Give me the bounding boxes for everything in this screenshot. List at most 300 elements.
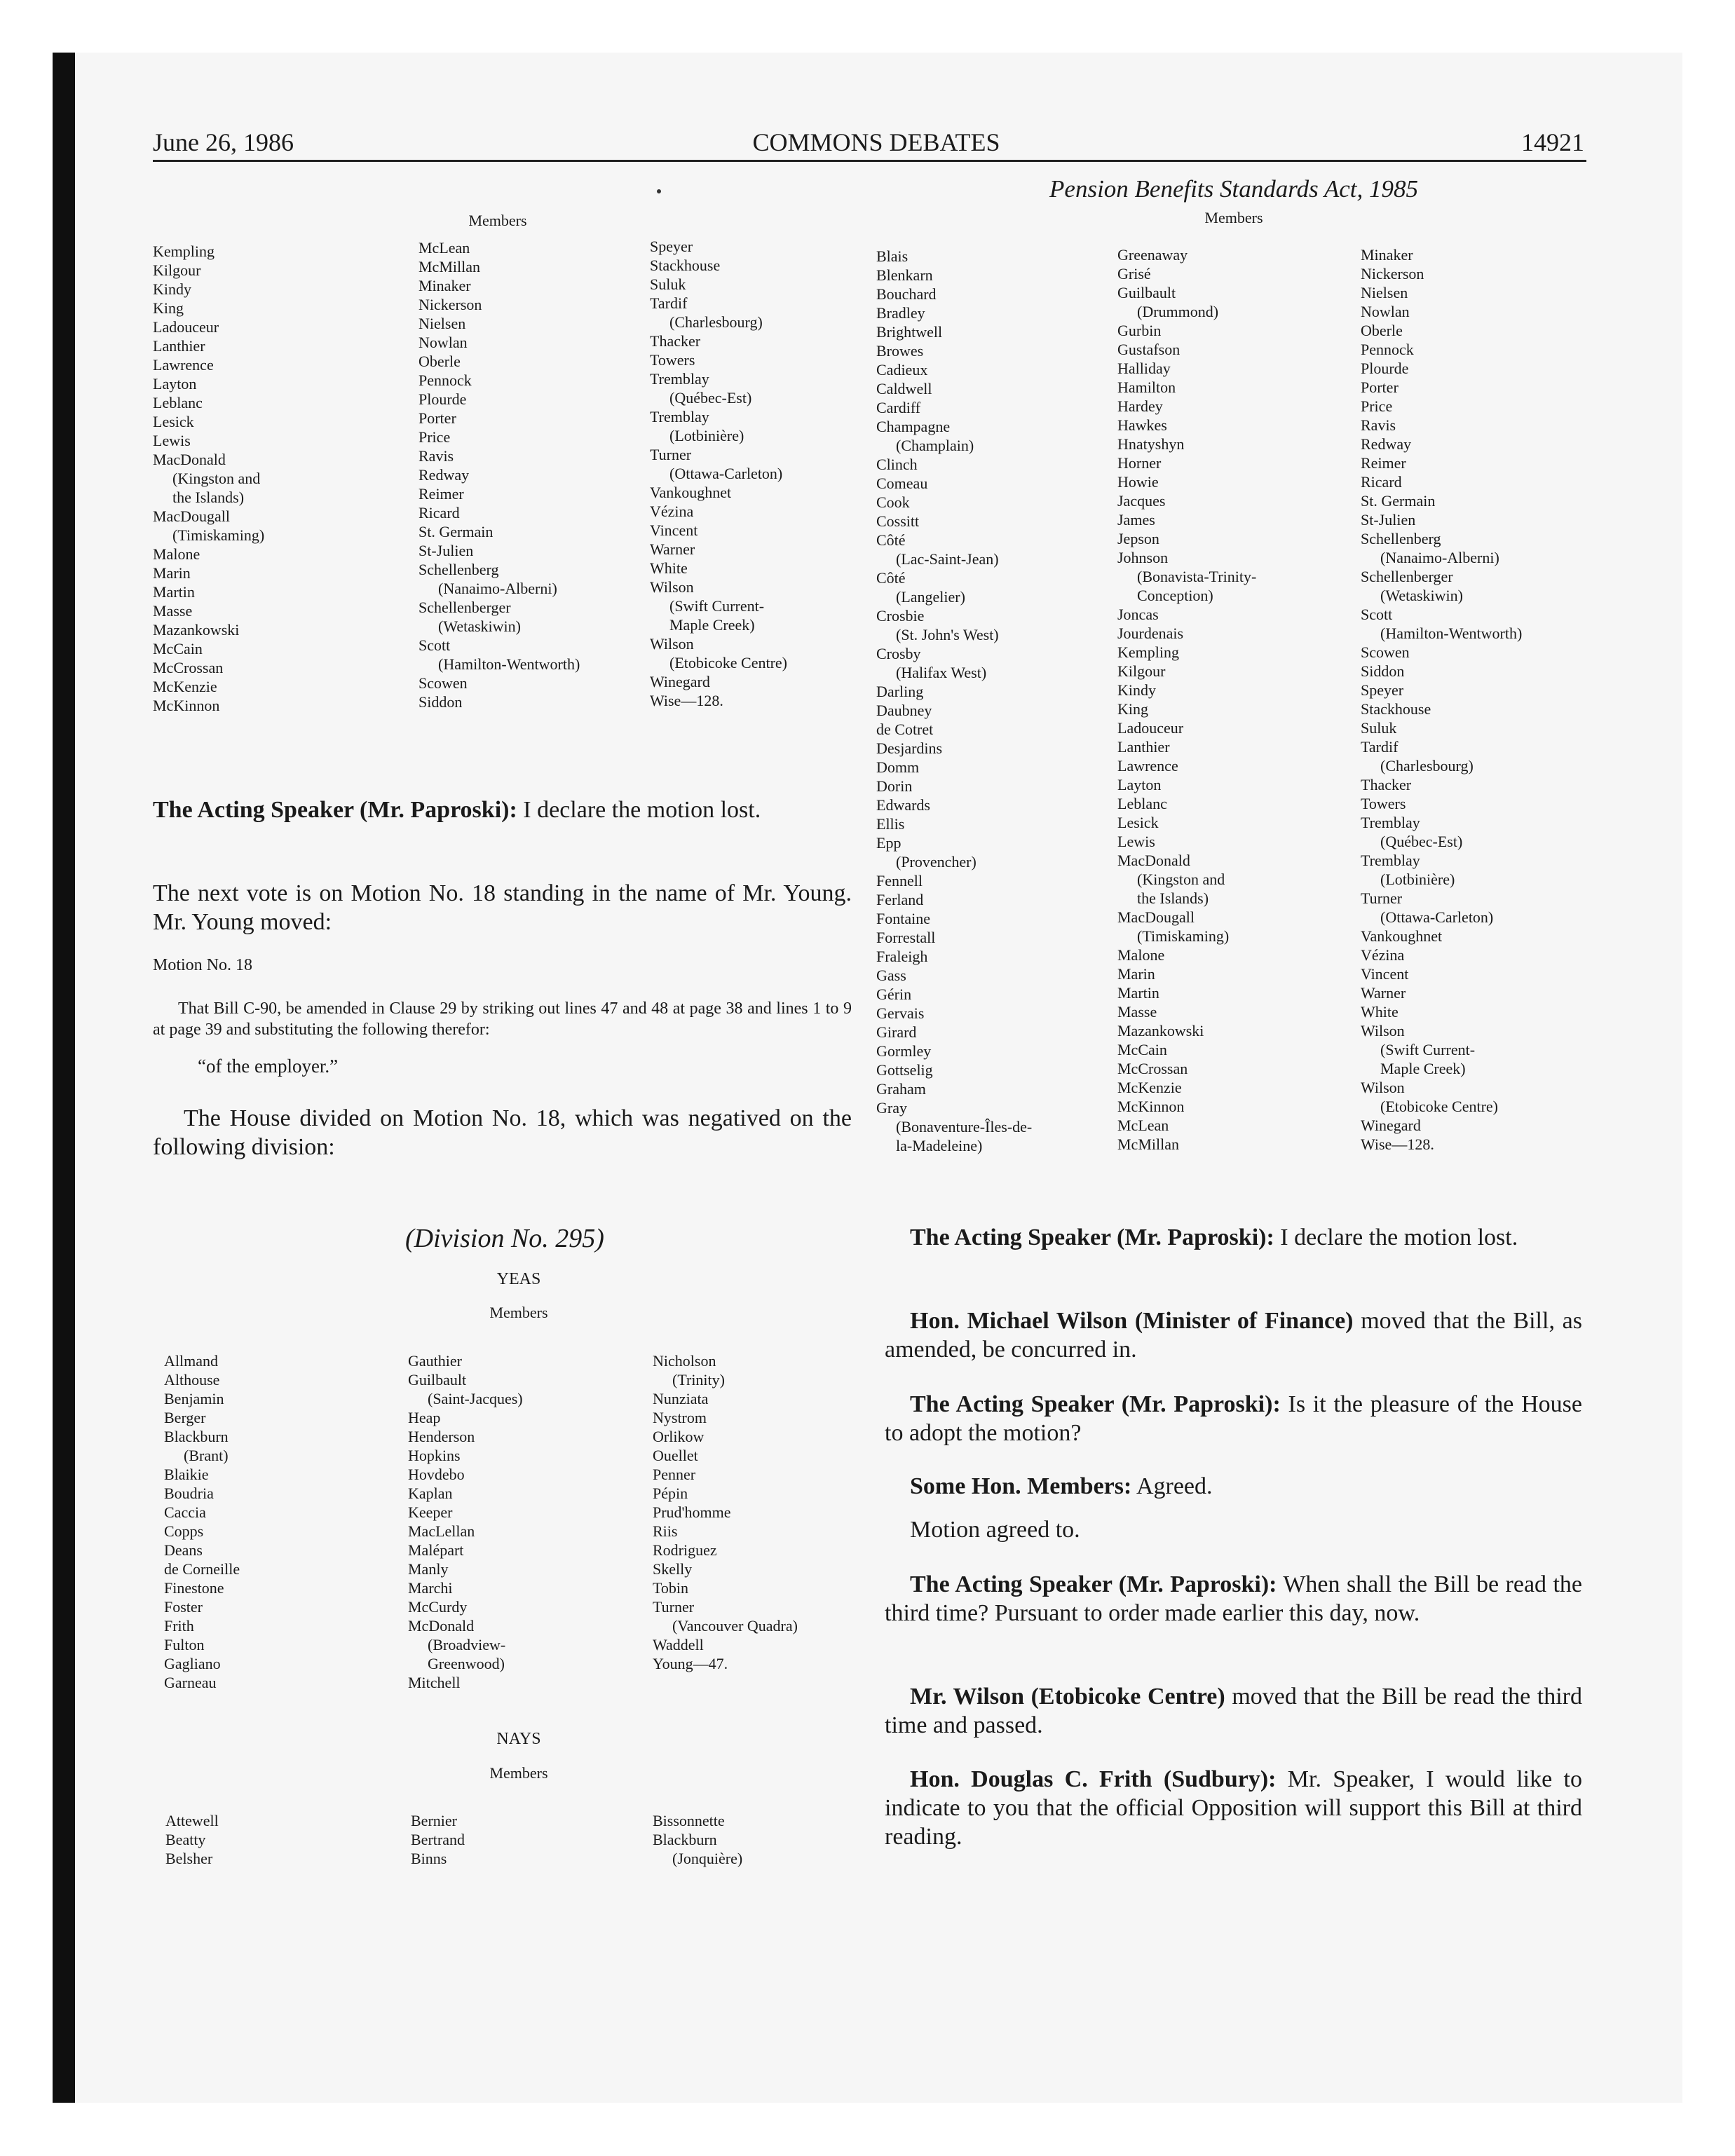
- member-name: Heap: [408, 1409, 441, 1426]
- speech-text: I declare the motion lost.: [517, 797, 761, 823]
- member-name: Gottselig: [876, 1061, 933, 1079]
- member-name: (Kingston and: [172, 470, 261, 487]
- member-name: Turner: [650, 446, 692, 463]
- member-name: Layton: [1117, 776, 1162, 793]
- member-name: Tremblay: [650, 370, 709, 388]
- speaker-name: Some Hon. Members:: [910, 1473, 1132, 1499]
- member-name: Hardey: [1117, 397, 1163, 415]
- member-name: Masse: [153, 602, 193, 620]
- member-name: Lesick: [153, 413, 194, 430]
- member-name: Hamilton: [1117, 378, 1176, 396]
- member-name: (Charlesbourg): [669, 313, 763, 331]
- member-name: Towers: [650, 351, 695, 369]
- member-name: Martin: [1117, 984, 1159, 1002]
- speech-text: I declare the motion lost.: [1274, 1224, 1518, 1250]
- member-name: McCrossan: [153, 659, 224, 676]
- member-name: Wise—128.: [1361, 1135, 1434, 1153]
- member-name: Attewell: [165, 1812, 219, 1829]
- member-name: Bissonnette: [653, 1812, 725, 1829]
- member-name: Binns: [411, 1850, 447, 1867]
- member-name: Ravis: [419, 447, 454, 465]
- members-heading: Members: [468, 212, 527, 229]
- member-name: Gormley: [876, 1042, 932, 1060]
- member-name: Gauthier: [408, 1352, 462, 1370]
- member-name: (Bonaventure-Îles-de-: [896, 1118, 1033, 1135]
- member-name: Wilson: [650, 578, 694, 596]
- member-name: Lesick: [1117, 814, 1159, 831]
- member-name: Vincent: [650, 521, 698, 539]
- member-name: (Swift Current-: [669, 597, 765, 615]
- member-name: Ricard: [1361, 473, 1402, 491]
- motion-label: Motion No. 18: [153, 956, 253, 974]
- member-name: Kilgour: [1117, 662, 1166, 680]
- member-name: Dorin: [876, 777, 913, 795]
- member-name: Crosby: [876, 645, 921, 662]
- member-name: Kilgour: [153, 261, 201, 279]
- member-name: Martin: [153, 583, 195, 601]
- member-name: Masse: [1117, 1003, 1157, 1021]
- member-name: Tremblay: [650, 408, 709, 425]
- member-name: Turner: [1361, 889, 1403, 907]
- member-name: Howie: [1117, 473, 1159, 491]
- member-name: Schellenberg: [419, 561, 499, 578]
- member-name: Henderson: [408, 1428, 475, 1445]
- member-name: Copps: [164, 1522, 204, 1540]
- member-name: Pépin: [653, 1485, 688, 1502]
- member-name: Ouellet: [653, 1447, 698, 1464]
- member-name: Minaker: [1361, 246, 1413, 264]
- nays-column: [653, 1811, 742, 1868]
- member-name: Schellenberger: [419, 599, 511, 616]
- member-name: Caccia: [164, 1503, 206, 1521]
- member-name: Tremblay: [1361, 814, 1420, 831]
- member-name: Maple Creek): [669, 616, 755, 634]
- member-name: Redway: [1361, 435, 1412, 453]
- member-name: (Timiskaming): [172, 526, 265, 544]
- member-name: Vézina: [1361, 946, 1405, 964]
- member-name: Layton: [153, 375, 197, 393]
- member-name: Vankoughnet: [1361, 927, 1443, 945]
- member-name: Edwards: [876, 796, 930, 814]
- member-name: Marin: [153, 564, 191, 582]
- member-name: the Islands): [172, 489, 245, 506]
- member-name: Nowlan: [1361, 303, 1410, 320]
- nays-column: [411, 1811, 465, 1868]
- speech-text: moved that the Bill be read the third time and passed.: [885, 1684, 1583, 1738]
- member-name: Manly: [408, 1560, 449, 1578]
- speaker-paragraph: [885, 1570, 1582, 1628]
- member-name: Scowen: [1361, 643, 1410, 661]
- member-name: Gagliano: [164, 1655, 221, 1672]
- member-name: Hopkins: [408, 1447, 461, 1464]
- member-name: Desjardins: [876, 739, 943, 757]
- member-name: Blackburn: [164, 1428, 229, 1445]
- member-name: Plourde: [1361, 360, 1409, 377]
- member-name: Schellenberger: [1361, 568, 1453, 585]
- member-name: Althouse: [164, 1371, 220, 1389]
- member-name: (Etobicoke Centre): [669, 654, 787, 671]
- member-name: Winegard: [1361, 1117, 1421, 1134]
- speaker-name: Hon. Douglas C. Frith (Sudbury):: [910, 1766, 1277, 1792]
- speaker-name: The Acting Speaker (Mr. Paproski):: [910, 1571, 1277, 1597]
- member-name: the Islands): [1137, 889, 1209, 907]
- member-name: MacDonald: [153, 451, 226, 468]
- member-name: Riis: [653, 1522, 678, 1540]
- member-name: Conception): [1137, 587, 1213, 604]
- member-name: Forrestall: [876, 929, 936, 946]
- member-name: Oberle: [1361, 322, 1403, 339]
- member-name: Tobin: [653, 1579, 689, 1597]
- member-name: Joncas: [1117, 606, 1159, 623]
- member-name: (Jonquière): [672, 1850, 743, 1867]
- speaker-paragraph: [885, 1765, 1582, 1851]
- member-name: Young—47.: [653, 1655, 728, 1672]
- member-name: McDonald: [408, 1617, 475, 1635]
- speaker-paragraph: [885, 1306, 1582, 1364]
- member-name: Ladouceur: [153, 318, 219, 336]
- member-name: Scott: [1361, 606, 1393, 623]
- member-name: Lawrence: [153, 356, 214, 374]
- member-name: White: [1361, 1003, 1399, 1021]
- member-name: Lanthier: [153, 337, 205, 355]
- member-name: Bouchard: [876, 285, 937, 303]
- member-name: Nickerson: [419, 296, 482, 313]
- member-name: Scowen: [419, 674, 468, 692]
- member-name: Caldwell: [876, 380, 932, 397]
- division-title: (Division No. 295): [405, 1224, 604, 1253]
- member-name: McCain: [1117, 1041, 1167, 1058]
- member-name: (Timiskaming): [1137, 927, 1230, 945]
- member-list-column: [419, 238, 580, 711]
- speaker-name: The Acting Speaker (Mr. Paproski):: [153, 797, 517, 823]
- member-name: Tremblay: [1361, 852, 1420, 869]
- member-name: (Lotbinière): [669, 427, 744, 444]
- speaker-paragraph: [885, 1390, 1582, 1447]
- member-name: King: [153, 299, 184, 317]
- nays-column: [165, 1811, 219, 1868]
- member-name: Fraleigh: [876, 948, 928, 965]
- member-name: Ferland: [876, 891, 924, 908]
- member-name: (Kingston and: [1137, 871, 1225, 888]
- yeas-column: [653, 1351, 798, 1673]
- speech-text: When shall the Bill be read the third time? Pursuant to order made earlier this day, now.: [885, 1571, 1583, 1626]
- member-name: Bradley: [876, 304, 925, 322]
- member-name: Towers: [1361, 795, 1406, 812]
- member-name: Oberle: [419, 353, 461, 370]
- member-name: Darling: [876, 683, 924, 700]
- member-name: Daubney: [876, 702, 932, 719]
- member-name: (Langelier): [896, 588, 965, 606]
- member-name: Ravis: [1361, 416, 1396, 434]
- member-name: de Corneille: [164, 1560, 240, 1578]
- member-name: Pennock: [1361, 341, 1414, 358]
- member-name: Nowlan: [419, 334, 468, 351]
- member-name: King: [1117, 700, 1148, 718]
- member-name: (Saint-Jacques): [428, 1390, 523, 1407]
- member-name: Reimer: [419, 485, 464, 503]
- member-name: McMillan: [419, 258, 480, 275]
- member-name: Schellenberg: [1361, 530, 1441, 547]
- member-name: Tardif: [650, 294, 688, 312]
- member-name: Wilson: [1361, 1022, 1405, 1039]
- member-name: Kindy: [1117, 681, 1156, 699]
- member-name: Nielsen: [419, 315, 466, 332]
- member-name: Blaikie: [164, 1466, 209, 1483]
- speaker-name: The Acting Speaker (Mr. Paproski):: [910, 1224, 1274, 1250]
- vote-paragraph: The next vote is on Motion No. 18 standing in the name of Mr. Young. Mr. Young moved:: [153, 880, 852, 935]
- member-name: Vankoughnet: [650, 484, 732, 501]
- header-title: COMMONS DEBATES: [752, 128, 1000, 156]
- member-name: Waddell: [653, 1636, 704, 1653]
- member-name: McLean: [1117, 1117, 1169, 1134]
- member-name: Comeau: [876, 475, 928, 492]
- member-name: (Bonavista-Trinity-: [1137, 568, 1257, 585]
- member-name: Thacker: [650, 332, 701, 350]
- header-page-number: 14921: [1521, 128, 1584, 156]
- member-name: Fontaine: [876, 910, 930, 927]
- member-name: St. Germain: [1361, 492, 1436, 510]
- member-name: Nunziata: [653, 1390, 709, 1407]
- member-name: Lewis: [153, 432, 191, 449]
- member-name: Wilson: [1361, 1079, 1405, 1096]
- member-list-column: [153, 242, 264, 715]
- member-name: Greenwood): [428, 1655, 505, 1672]
- member-name: Hovdebo: [408, 1466, 465, 1483]
- member-name: (Québec-Est): [669, 389, 752, 407]
- member-name: Wise—128.: [650, 692, 723, 709]
- member-name: McKenzie: [1117, 1079, 1182, 1096]
- member-name: Rodriguez: [653, 1541, 717, 1559]
- member-name: Blackburn: [653, 1831, 717, 1848]
- member-name: Gervais: [876, 1004, 925, 1022]
- member-name: Gustafson: [1117, 341, 1181, 358]
- member-name: Fennell: [876, 872, 923, 889]
- yeas-column: [408, 1351, 523, 1692]
- member-name: Halliday: [1117, 360, 1171, 377]
- member-name: McLean: [419, 239, 470, 257]
- member-name: Marchi: [408, 1579, 453, 1597]
- member-name: Berger: [164, 1409, 206, 1426]
- member-name: Guilbault: [408, 1371, 467, 1389]
- speaker-paragraph: [153, 796, 852, 824]
- member-name: Maple Creek): [1380, 1060, 1466, 1077]
- member-name: Stackhouse: [1361, 700, 1431, 718]
- member-name: Hnatyshyn: [1117, 435, 1185, 453]
- member-name: Reimer: [1361, 454, 1406, 472]
- nays-heading: NAYS: [496, 1730, 541, 1748]
- member-name: Porter: [1361, 378, 1399, 396]
- member-name: Penner: [653, 1466, 696, 1483]
- member-name: Cook: [876, 493, 910, 511]
- scan-edge-bar: [53, 53, 75, 2103]
- member-name: Speyer: [1361, 681, 1404, 699]
- speaker-paragraph: [885, 1472, 1582, 1501]
- member-name: Vézina: [650, 503, 694, 520]
- speaker-paragraph: [885, 1223, 1582, 1252]
- header-rule: [153, 160, 1586, 162]
- member-name: (Drummond): [1137, 303, 1219, 320]
- member-name: (St. John's West): [896, 626, 999, 643]
- member-name: Grisé: [1117, 265, 1151, 282]
- member-name: Garneau: [164, 1674, 217, 1691]
- member-name: Ricard: [419, 504, 460, 521]
- member-name: MacDonald: [1117, 852, 1190, 869]
- member-name: (Trinity): [672, 1371, 725, 1389]
- member-name: Gass: [876, 967, 906, 984]
- member-name: (Provencher): [896, 853, 977, 871]
- member-name: Porter: [419, 409, 456, 427]
- member-name: (Wetaskiwin): [1380, 587, 1463, 604]
- speaker-name: Hon. Michael Wilson (Minister of Finance): [910, 1308, 1354, 1334]
- member-name: (Champlain): [896, 437, 974, 454]
- member-name: Côté: [876, 569, 906, 587]
- member-name: Guilbault: [1117, 284, 1176, 301]
- member-name: Pennock: [419, 371, 472, 389]
- member-name: Siddon: [1361, 662, 1405, 680]
- member-name: James: [1117, 511, 1155, 528]
- member-name: McKenzie: [153, 678, 217, 695]
- member-name: (Broadview-: [428, 1636, 506, 1653]
- member-name: Cadieux: [876, 361, 928, 378]
- member-name: Gurbin: [1117, 322, 1162, 339]
- member-name: Greenaway: [1117, 246, 1188, 264]
- member-name: (Nanaimo-Alberni): [1380, 549, 1499, 566]
- member-name: Prud'homme: [653, 1503, 731, 1521]
- member-name: Côté: [876, 531, 906, 549]
- speech-text: Is it the pleasure of the House to adopt the motion?: [885, 1391, 1583, 1446]
- member-name: St. Germain: [419, 523, 494, 540]
- member-name: Orlikow: [653, 1428, 705, 1445]
- member-name: Stackhouse: [650, 257, 721, 274]
- member-name: Jacques: [1117, 492, 1166, 510]
- member-name: Leblanc: [153, 394, 203, 411]
- member-list-column: [1361, 245, 1522, 1154]
- member-name: Ellis: [876, 815, 905, 833]
- member-name: (Wetaskiwin): [438, 618, 521, 635]
- member-name: Nystrom: [653, 1409, 707, 1426]
- member-name: de Cotret: [876, 721, 934, 738]
- member-name: Nicholson: [653, 1352, 716, 1370]
- member-name: Blenkarn: [876, 266, 933, 284]
- member-name: (Ottawa-Carleton): [669, 465, 783, 482]
- member-name: Leblanc: [1117, 795, 1167, 812]
- member-name: (Etobicoke Centre): [1380, 1098, 1498, 1115]
- member-name: Frith: [164, 1617, 194, 1635]
- motion-result: Motion agreed to.: [910, 1517, 1080, 1543]
- member-name: Kempling: [153, 243, 215, 260]
- member-name: Allmand: [164, 1352, 218, 1370]
- member-name: Girard: [876, 1023, 917, 1041]
- speech-text: Mr. Speaker, I would like to indicate to you that the official Opposition will support this Bill at third reading.: [885, 1766, 1582, 1850]
- member-name: Mazankowski: [1117, 1022, 1204, 1039]
- member-name: Tardif: [1361, 738, 1399, 756]
- member-name: Malone: [153, 545, 200, 563]
- member-name: Jourdenais: [1117, 625, 1184, 642]
- member-name: Domm: [876, 758, 920, 776]
- members-heading: Members: [489, 1304, 548, 1321]
- member-name: (Québec-Est): [1380, 833, 1463, 850]
- member-name: Beatty: [165, 1831, 206, 1848]
- member-name: Gray: [876, 1099, 907, 1117]
- member-name: (Nanaimo-Alberni): [438, 580, 557, 597]
- member-name: McMillan: [1117, 1135, 1179, 1153]
- member-name: Belsher: [165, 1850, 213, 1867]
- member-name: (Hamilton-Wentworth): [438, 655, 580, 673]
- member-name: MacLellan: [408, 1522, 475, 1540]
- ink-dot: [657, 189, 661, 193]
- member-name: (Hamilton-Wentworth): [1380, 625, 1523, 642]
- member-name: Jepson: [1117, 530, 1159, 547]
- member-name: Lanthier: [1117, 738, 1170, 756]
- header-date: June 26, 1986: [153, 128, 294, 156]
- member-name: Malone: [1117, 946, 1165, 964]
- speech-text: moved that the Bill, as amended, be concurred in.: [885, 1308, 1582, 1363]
- member-name: Vincent: [1361, 965, 1409, 983]
- member-name: Kindy: [153, 280, 191, 298]
- member-name: Skelly: [653, 1560, 693, 1578]
- yeas-heading: YEAS: [496, 1270, 541, 1288]
- member-name: MacDougall: [1117, 908, 1195, 926]
- member-name: (Halifax West): [896, 664, 987, 681]
- motion-text: That Bill C-90, be amended in Clause 29 by striking out lines 47 and 48 at page 38 and lines 1 to 9 at page 39 and substituting the following therefor:: [153, 999, 852, 1039]
- member-name: Cossitt: [876, 512, 920, 530]
- division-intro-paragraph: The House divided on Motion No. 18, which was negatived on the following division:: [153, 1105, 852, 1160]
- member-name: Browes: [876, 342, 924, 360]
- member-name: Kempling: [1117, 643, 1179, 661]
- member-name: Epp: [876, 834, 901, 852]
- member-name: (Vancouver Quadra): [672, 1617, 798, 1635]
- member-name: (Lotbinière): [1380, 871, 1455, 888]
- member-name: Speyer: [650, 238, 693, 255]
- member-name: (Lac-Saint-Jean): [896, 550, 999, 568]
- member-name: Thacker: [1361, 776, 1412, 793]
- member-name: Graham: [876, 1080, 926, 1098]
- speaker-paragraph: [885, 1682, 1582, 1740]
- member-name: Ladouceur: [1117, 719, 1184, 737]
- member-name: Warner: [650, 540, 695, 558]
- member-name: (Brant): [184, 1447, 229, 1464]
- member-name: Cardiff: [876, 399, 921, 416]
- member-name: Johnson: [1117, 549, 1169, 566]
- members-heading: Members: [1204, 209, 1263, 226]
- member-name: St-Julien: [419, 542, 474, 559]
- member-list-column: [650, 237, 787, 710]
- member-name: Lewis: [1117, 833, 1155, 850]
- member-name: Foster: [164, 1598, 203, 1616]
- member-name: Warner: [1361, 984, 1406, 1002]
- speaker-name: The Acting Speaker (Mr. Paproski):: [910, 1391, 1281, 1417]
- member-name: Plourde: [419, 390, 467, 408]
- member-name: Kaplan: [408, 1485, 453, 1502]
- member-name: Brightwell: [876, 323, 943, 341]
- member-name: Price: [1361, 397, 1393, 415]
- speaker-name: Mr. Wilson (Etobicoke Centre): [910, 1684, 1225, 1710]
- member-name: Wilson: [650, 635, 694, 653]
- member-name: Suluk: [650, 275, 686, 293]
- member-name: Siddon: [419, 693, 463, 711]
- member-name: White: [650, 559, 688, 577]
- member-name: Crosbie: [876, 607, 925, 625]
- member-name: Scott: [419, 636, 451, 654]
- member-name: McKinnon: [1117, 1098, 1185, 1115]
- member-name: (Charlesbourg): [1380, 757, 1474, 775]
- member-name: Champagne: [876, 418, 951, 435]
- member-name: Fulton: [164, 1636, 205, 1653]
- yeas-column: [164, 1351, 240, 1692]
- member-name: Hawkes: [1117, 416, 1167, 434]
- members-heading: Members: [489, 1764, 548, 1782]
- member-name: Mitchell: [408, 1674, 461, 1691]
